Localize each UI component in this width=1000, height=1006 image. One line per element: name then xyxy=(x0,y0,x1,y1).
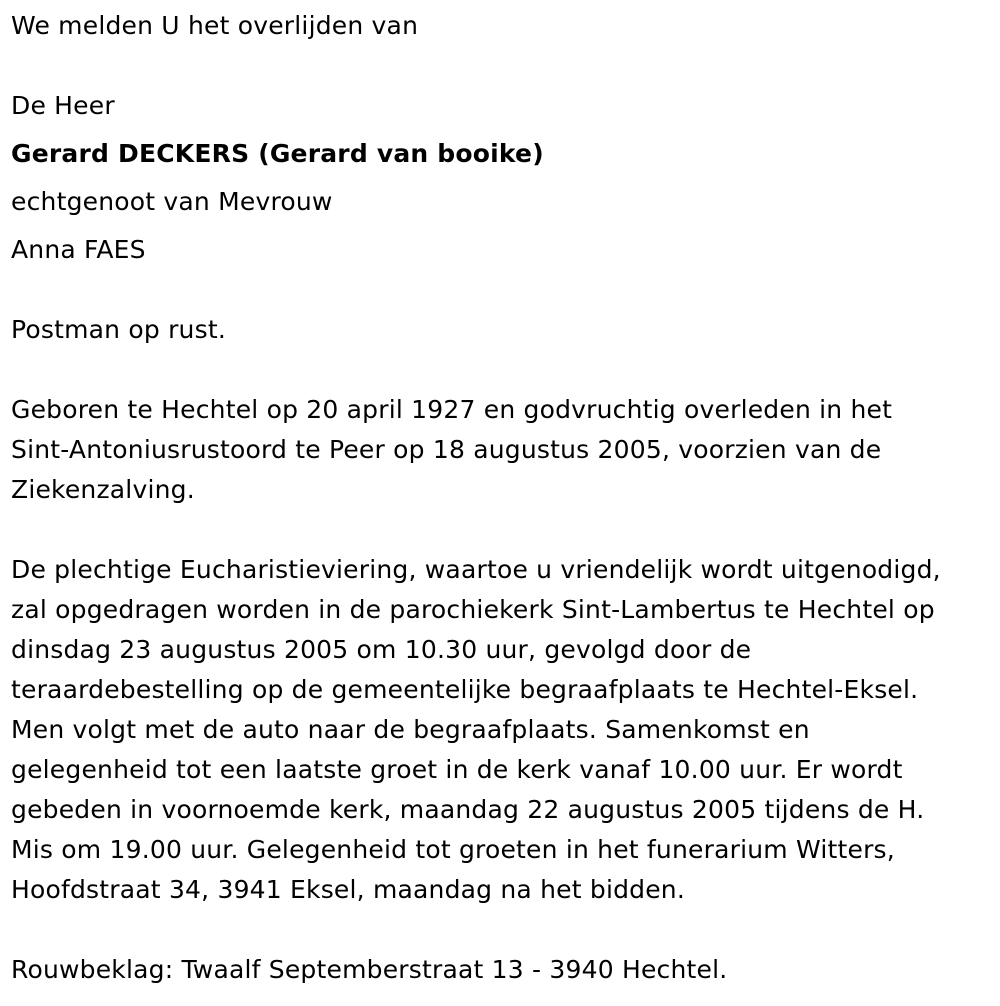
occupation: Postman op rust. xyxy=(11,315,226,344)
paragraph-line: dinsdag 23 augustus 2005 om 10.30 uur, gevolgd door de xyxy=(11,635,752,664)
spouse-label: echtgenoot van Mevrouw xyxy=(11,187,333,216)
honorific: De Heer xyxy=(11,91,115,120)
paragraph-line: Ziekenzalving. xyxy=(11,475,195,504)
paragraph-line: teraardebestelling op de gemeentelijke begraafplaats te Hechtel-Eksel. xyxy=(11,675,919,704)
paragraph-line: Men volgt met de auto naar de begraafplaats. Samenkomst en xyxy=(11,715,810,744)
paragraph-line: Hoofdstraat 34, 3941 Eksel, maandag na het bidden. xyxy=(11,875,686,904)
paragraph-line: De plechtige Eucharistieviering, waartoe u vriendelijk wordt uitgenodigd, xyxy=(11,555,941,584)
spouse-name: Anna FAES xyxy=(11,235,146,264)
birth-death-paragraph xyxy=(11,390,996,510)
paragraph-line: Sint-Antoniusrustoord te Peer op 18 augustus 2005, voorzien van de xyxy=(11,435,882,464)
condolence-address: Rouwbeklag: Twaalf Septemberstraat 13 - 3940 Hechtel. xyxy=(11,955,728,984)
paragraph-line: gelegenheid tot een laatste groet in de kerk vanaf 10.00 uur. Er wordt xyxy=(11,755,903,784)
intro-text: We melden U het overlijden van xyxy=(11,11,419,40)
ceremony-paragraph xyxy=(11,550,996,910)
paragraph-line: Geboren te Hechtel op 20 april 1927 en godvruchtig overleden in het xyxy=(11,395,893,424)
paragraph-line: gebeden in voornoemde kerk, maandag 22 augustus 2005 tijdens de H. xyxy=(11,795,925,824)
deceased-name: Gerard DECKERS (Gerard van booike) xyxy=(11,139,544,168)
paragraph-line: Mis om 19.00 uur. Gelegenheid tot groeten in het funerarium Witters, xyxy=(11,835,895,864)
paragraph-line: zal opgedragen worden in de parochiekerk Sint-Lambertus te Hechtel op xyxy=(11,595,935,624)
